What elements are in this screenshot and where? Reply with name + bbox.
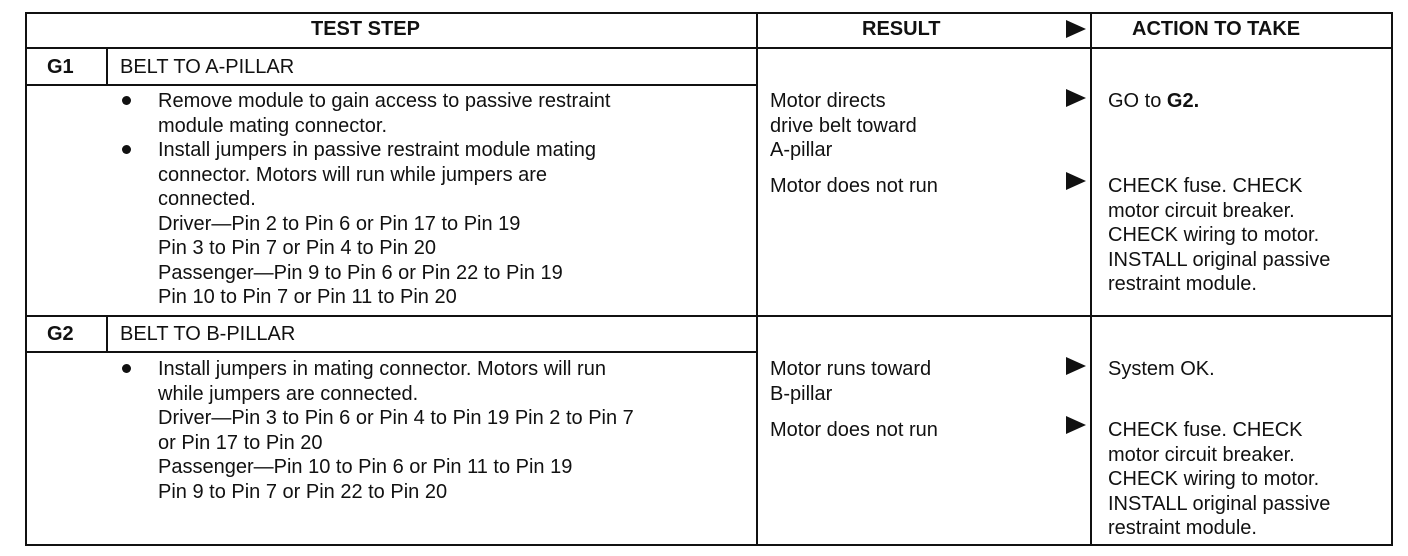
g2-action1-line1: System OK.	[1108, 358, 1215, 380]
g2-action2-line3: CHECK wiring to motor.	[1108, 468, 1320, 490]
bullet-icon	[122, 364, 131, 373]
header-bottom-rule	[25, 47, 1393, 49]
g1-action2-line2: motor circuit breaker.	[1108, 199, 1295, 222]
arrow-icon	[1066, 357, 1086, 375]
arrow-icon	[1066, 20, 1086, 38]
g1-result2-line1: Motor does not run	[770, 175, 938, 197]
g1-result1-line3: A-pillar	[770, 139, 833, 161]
g2-result1-line1: Motor runs toward	[770, 358, 932, 380]
col-divider-result	[756, 12, 758, 546]
g2-result2-line1: Motor does not run	[770, 419, 938, 441]
g1-action2-line1: CHECK fuse. CHECK	[1108, 175, 1303, 197]
g2-bullet1-line4: or Pin 17 to Pin 20	[158, 431, 323, 454]
step-title-g1: BELT TO A-PILLAR	[120, 56, 295, 78]
g1-bullet1-line1: Remove module to gain access to passive restraint	[158, 90, 611, 112]
g2-bullet1-line1: Install jumpers in mating connector. Motors will run	[158, 358, 606, 380]
g1-bottom-rule	[25, 315, 1393, 317]
header-test-step: TEST STEP	[311, 18, 420, 40]
g2-result1-line2: B-pillar	[770, 382, 833, 405]
g1-action1-step-ref: G2.	[1166, 90, 1200, 112]
step-title-g2: BELT TO B-PILLAR	[120, 323, 296, 345]
g1-action1-prefix: GO to	[1108, 90, 1167, 112]
g2-bullet1-line2: while jumpers are connected.	[158, 382, 419, 405]
g1-bullet2-line4: Driver—Pin 2 to Pin 6 or Pin 17 to Pin 19	[158, 212, 521, 235]
bullet-icon	[122, 145, 131, 154]
g1-bullet1-line2: module mating connector.	[158, 114, 388, 137]
g1-title-rule	[25, 84, 758, 86]
col-divider-action	[1090, 12, 1092, 546]
header-result: RESULT	[862, 18, 941, 40]
g1-bullet2-line6: Passenger—Pin 9 to Pin 6 or Pin 22 to Pin 19	[158, 261, 563, 284]
g1-bullet2-line7: Pin 10 to Pin 7 or Pin 11 to Pin 20	[158, 286, 457, 308]
bullet-icon	[122, 96, 131, 105]
g1-result1-line2: drive belt toward	[770, 114, 917, 137]
g1-bullet2-line1: Install jumpers in passive restraint module mating	[158, 139, 596, 161]
g2-action2-line1: CHECK fuse. CHECK	[1108, 419, 1303, 441]
g2-bullet1-line5: Passenger—Pin 10 to Pin 6 or Pin 11 to Pin 19	[158, 456, 573, 478]
g1-action2-line4: INSTALL original passive	[1108, 248, 1331, 271]
g2-bullet1-line6: Pin 9 to Pin 7 or Pin 22 to Pin 20	[158, 480, 448, 503]
g1-bullet2-line2: connector. Motors will run while jumpers are	[158, 163, 548, 186]
header-action: ACTION TO TAKE	[1132, 18, 1301, 40]
g2-title-rule	[25, 351, 758, 353]
g1-action2-line3: CHECK wiring to motor.	[1108, 224, 1320, 246]
g2-action2-line2: motor circuit breaker.	[1108, 443, 1295, 466]
g1-action1	[1108, 89, 1199, 114]
arrow-icon	[1066, 89, 1086, 107]
g1-bullet2-line5: Pin 3 to Pin 7 or Pin 4 to Pin 20	[158, 237, 436, 259]
g1-result1-line1: Motor directs	[770, 90, 886, 112]
step-id-divider-g1	[106, 49, 108, 86]
g1-action2-line5: restraint module.	[1108, 273, 1257, 295]
g2-action2-line5: restraint module.	[1108, 517, 1257, 539]
step-id-g2: G2	[47, 323, 74, 345]
g2-action2-line4: INSTALL original passive	[1108, 492, 1331, 515]
arrow-icon	[1066, 416, 1086, 434]
arrow-icon	[1066, 172, 1086, 190]
step-id-divider-g2	[106, 317, 108, 353]
g1-bullet2-line3: connected.	[158, 188, 256, 210]
g2-bullet1-line3: Driver—Pin 3 to Pin 6 or Pin 4 to Pin 19 Pin 2 to Pin 7	[158, 407, 634, 429]
step-id-g1: G1	[47, 56, 74, 78]
